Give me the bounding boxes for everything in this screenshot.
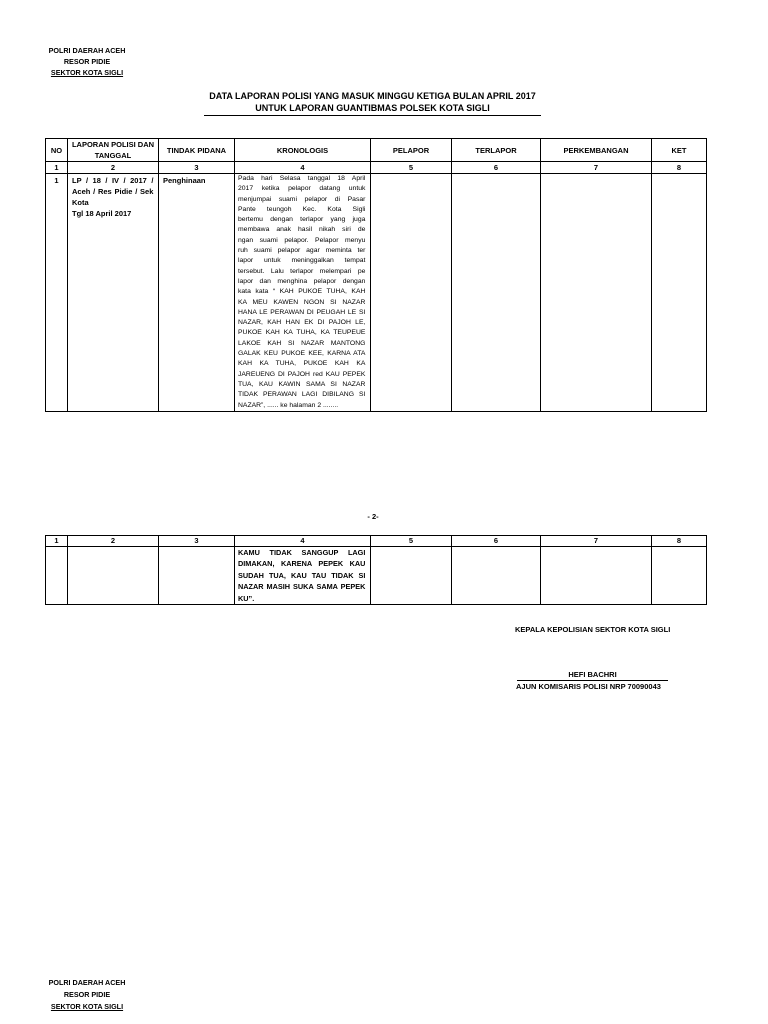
signature-rank: AJUN KOMISARIS POLISI NRP 70090043 <box>516 682 661 691</box>
kronologis-line-text: lapor untuk meninggalkan tempat <box>238 257 366 265</box>
cell-pelapor <box>371 174 452 412</box>
kronologis-line-text: ngan suami pelapor. Pelapor menyu <box>238 236 366 244</box>
kronologis-text-continued <box>238 547 366 604</box>
kronologis-line-text: DIMAKAN, KARENA PEPEK KAU <box>238 559 366 569</box>
police-report-table-continued <box>45 535 707 605</box>
kronologis-line <box>238 339 366 349</box>
table-row <box>46 174 707 412</box>
cell-perkembangan <box>541 174 652 412</box>
cell-tindak-pidana <box>159 547 235 605</box>
kronologis-line <box>238 349 366 359</box>
column-number: 5 <box>371 162 452 174</box>
column-header-kronologis: KRONOLOGIS <box>235 139 371 162</box>
signature-position: KEPALA KEPOLISIAN SEKTOR KOTA SIGLI <box>515 625 671 634</box>
kronologis-line <box>238 298 366 308</box>
cell-kronologis <box>235 174 371 412</box>
letterhead-top <box>46 45 128 78</box>
kronologis-line-text: NAZAR, KAH HAN EK DI PAJOH LE, <box>238 319 366 327</box>
column-number: 2 <box>68 162 159 174</box>
kronologis-line <box>238 277 366 287</box>
cell-ket <box>652 547 707 605</box>
kronologis-line-text: GALAK KEU PUKOE KEE, KARNA ATA <box>238 350 366 358</box>
kronologis-line-text: menjumpai suami pelapor di Pasar <box>238 195 366 203</box>
cell-ket <box>652 174 707 412</box>
report-title-line-1: DATA LAPORAN POLISI YANG MASUK MINGGU KETIGA BULAN APRIL 2017 <box>209 91 536 101</box>
kronologis-line <box>238 205 366 215</box>
column-header-ket: KET <box>652 139 707 162</box>
column-header-perkembangan: PERKEMBANGAN <box>541 139 652 162</box>
kronologis-line-text: membawa anak hasil nikah siri de <box>238 226 366 234</box>
laporan-number-line-text: Aceh / Res Pidie / Sek <box>72 186 154 196</box>
kronologis-line <box>238 593 366 604</box>
column-number-row <box>46 536 707 547</box>
letterhead-sector: SEKTOR KOTA SIGLI <box>50 1002 124 1011</box>
kronologis-line <box>238 558 366 569</box>
kronologis-line-text: Pante teungoh Kec. Kota Sigli <box>238 205 366 213</box>
letterhead-sector-line <box>46 1001 128 1013</box>
kronologis-line <box>238 267 366 277</box>
column-number: 5 <box>371 536 452 547</box>
kronologis-line-text: KU”. <box>238 593 255 603</box>
column-number: 3 <box>159 536 235 547</box>
column-number: 3 <box>159 162 235 174</box>
letterhead-resort: RESOR PIDIE <box>63 57 111 66</box>
column-number: 8 <box>652 162 707 174</box>
kronologis-line <box>238 318 366 328</box>
column-number: 6 <box>452 536 541 547</box>
kronologis-line-text: kata kata “ KAH PUKOE TUHA, KAH <box>238 288 366 296</box>
page-number-marker: - 2- <box>367 512 379 521</box>
cell-pelapor <box>371 547 452 605</box>
kronologis-line-text: JAREUENG DI PAJOH red KAU PEPEK <box>238 370 366 378</box>
kronologis-line <box>238 581 366 592</box>
kronologis-line-text: NAZAR”, ...... ke halaman 2 ........ <box>238 401 339 409</box>
kronologis-line <box>238 547 366 558</box>
column-header-tindak-pidana: TINDAK PIDANA <box>159 139 235 162</box>
police-report-table <box>45 138 707 412</box>
laporan-date-text: Tgl 18 April 2017 <box>72 209 132 219</box>
kronologis-line <box>238 370 366 380</box>
letterhead-unit: POLRI DAERAH ACEH <box>48 46 126 55</box>
cell-no: 1 <box>46 174 68 412</box>
kronologis-line-text: TIDAK PERAWAN LAGI DIBILANG SI <box>238 391 366 399</box>
letterhead-unit: POLRI DAERAH ACEH <box>48 978 126 987</box>
column-number: 4 <box>235 162 371 174</box>
kronologis-line <box>238 225 366 235</box>
kronologis-line <box>238 287 366 297</box>
cell-terlapor <box>452 547 541 605</box>
report-title-line-2: UNTUK LAPORAN GUANTIBMAS POLSEK KOTA SIGLI <box>255 103 490 113</box>
column-number: 1 <box>46 162 68 174</box>
kronologis-line <box>238 390 366 400</box>
kronologis-line-text: KAMU TIDAK SANGGUP LAGI <box>238 548 366 557</box>
column-header-terlapor: TERLAPOR <box>452 139 541 162</box>
laporan-number-line-text: Kota <box>72 198 89 208</box>
kronologis-line-text: HANA LE PERAWAN DI PEUGAH LE SI <box>238 308 366 316</box>
cell-tindak-pidana: Penghinaan <box>159 174 235 412</box>
kronologis-line-text: lapor dan menghina pelapor dengan <box>238 277 366 285</box>
cell-terlapor <box>452 174 541 412</box>
laporan-number <box>72 175 154 209</box>
laporan-number-line <box>72 186 154 197</box>
column-number: 7 <box>541 162 652 174</box>
kronologis-line-text: SUDAH TUA, KAU TAU TIDAK SI <box>238 570 366 580</box>
letterhead-sector: SEKTOR KOTA SIGLI <box>50 68 124 77</box>
cell-perkembangan <box>541 547 652 605</box>
kronologis-line <box>238 184 366 194</box>
kronologis-line-text: KA MEU KAWEN NGON SI NAZAR <box>238 298 366 306</box>
kronologis-line-text: KAH KA TUHA, PUKOE KAH KA <box>238 360 366 368</box>
kronologis-line <box>238 236 366 246</box>
kronologis-line-text: tersebut. Lalu terlapor melempari pe <box>238 267 366 275</box>
cell-laporan-polisi <box>68 174 159 412</box>
kronologis-line-text: TUA, KAU KAWIN SAMA SI NAZAR <box>238 380 366 388</box>
column-header-laporan-polisi: LAPORAN POLISI DAN TANGGAL <box>68 139 159 162</box>
kronologis-line-text: LAKOE KAH SI NAZAR MANTONG <box>238 339 366 347</box>
column-number: 7 <box>541 536 652 547</box>
cell-laporan-polisi <box>68 547 159 605</box>
kronologis-line-text: bertemu dengan terlapor yang juga <box>238 216 366 224</box>
kronologis-line <box>238 359 366 369</box>
kronologis-line <box>238 195 366 205</box>
column-header-pelapor: PELAPOR <box>371 139 452 162</box>
cell-kronologis <box>235 547 371 605</box>
report-title <box>204 90 541 116</box>
cell-no <box>46 547 68 605</box>
laporan-number-line <box>72 175 154 186</box>
kronologis-line <box>238 401 366 411</box>
kronologis-line <box>238 328 366 338</box>
kronologis-line <box>238 308 366 318</box>
kronologis-line-text: ruh suami pelapor agar meminta ter <box>238 247 366 255</box>
kronologis-line-text: 2017 ketika pelapor datang untuk <box>238 185 366 193</box>
kronologis-line <box>238 215 366 225</box>
laporan-number-line-text: LP / 18 / IV / 2017 / <box>72 175 154 185</box>
table-header-row <box>46 139 707 162</box>
column-number: 2 <box>68 536 159 547</box>
letterhead-sector-line <box>46 67 128 78</box>
column-number: 6 <box>452 162 541 174</box>
column-header-no: NO <box>46 139 68 162</box>
kronologis-line <box>238 174 366 184</box>
kronologis-line-text: NAZAR MASIH SUKA SAMA PEPEK <box>238 582 366 592</box>
kronologis-line-text: Pada hari Selasa tanggal 18 April <box>238 175 366 182</box>
letterhead-bottom <box>46 977 128 1013</box>
kronologis-text <box>238 174 366 411</box>
column-number-row <box>46 162 707 174</box>
column-number: 1 <box>46 536 68 547</box>
column-number: 8 <box>652 536 707 547</box>
laporan-date <box>72 208 154 219</box>
kronologis-line <box>238 380 366 390</box>
laporan-number-line <box>72 197 154 208</box>
kronologis-line <box>238 256 366 266</box>
signature-name: HEFI BACHRI <box>517 669 668 681</box>
letterhead-resort: RESOR PIDIE <box>63 990 111 999</box>
kronologis-line <box>238 246 366 256</box>
table-row <box>46 547 707 605</box>
kronologis-line <box>238 570 366 581</box>
column-number: 4 <box>235 536 371 547</box>
kronologis-line-text: PUKOE KAH KA TUHA, KA TEUPEUE <box>238 329 366 337</box>
